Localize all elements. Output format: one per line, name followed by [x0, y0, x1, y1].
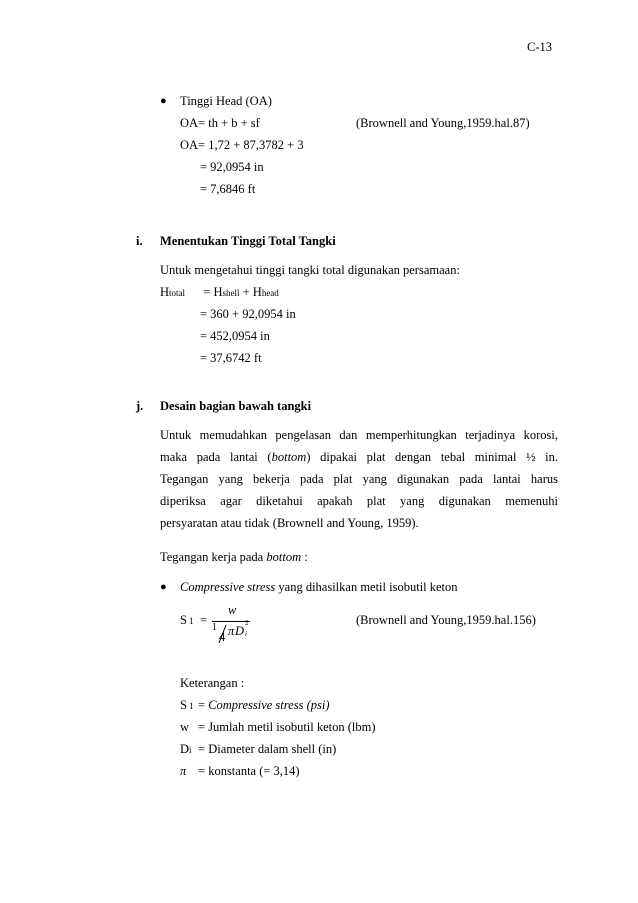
section-i-substitution: = 360 + 92,0954 in: [200, 307, 296, 321]
s1-symbol: S 1: [180, 613, 194, 627]
s1-equals: =: [200, 613, 208, 627]
keterangan-desc: = Jumlah metil isobutil keton (lbm): [198, 720, 376, 734]
paragraph-line: persyaratan atau tidak (Brownell and Young, 1959).: [160, 516, 419, 530]
bullet-icon: ●: [160, 581, 167, 593]
paragraph-line: maka pada lantai (bottom) dipakai plat dengan tebal minimal ½ in.: [160, 450, 558, 464]
reference-oa: (Brownell and Young,1959.hal.87): [356, 116, 530, 130]
keterangan-item: Di: [180, 742, 192, 756]
h-shell-eq: = H: [203, 285, 223, 299]
stress-intro: Tegangan kerja pada bottom :: [160, 550, 308, 564]
keterangan-desc: = Compressive stress (psi): [198, 698, 330, 712]
result-oa-in: = 92,0954 in: [200, 160, 264, 174]
paragraph-line: Tegangan yang bekerja pada plat yang digunakan pada lantai harus: [160, 472, 558, 486]
section-j-paragraph: [160, 424, 558, 534]
formula-oa: OA= th + b + sf: [180, 116, 260, 130]
bullet-title-oa: Tinggi Head (OA): [180, 94, 272, 108]
h-total-symbol: H: [160, 285, 170, 299]
section-i-label: i.: [136, 234, 143, 248]
paragraph-line: Untuk memudahkan pengelasan dan memperhitungkan terjadinya korosi,: [160, 428, 558, 442]
result-oa-ft: = 7,6846 ft: [200, 182, 256, 196]
h-total-sub: total: [169, 288, 186, 298]
section-j-title: Desain bagian bawah tangki: [160, 399, 312, 413]
keterangan-item: w: [180, 720, 190, 734]
substitution-oa: OA= 1,72 + 87,3782 + 3: [180, 138, 304, 152]
h-head-plus: + H: [242, 285, 262, 299]
paragraph-line: diperiksa agar diketahui apakah plat yang digunakan memenuhi: [160, 494, 558, 508]
bullet-icon: ●: [160, 95, 167, 107]
section-j-label: j.: [136, 399, 144, 413]
fraction-d: D: [235, 624, 245, 638]
fraction-d-sup: 2: [245, 619, 249, 627]
fraction-one: 1: [212, 622, 217, 633]
fraction-four: 4: [219, 630, 226, 644]
reference-s1: (Brownell and Young,1959.hal.156): [356, 613, 536, 627]
compressive-stress-bullet: Compressive stress yang dihasilkan metil isobutil keton: [180, 580, 458, 594]
fraction-numerator: w: [228, 603, 237, 617]
keterangan-item: π: [180, 764, 187, 778]
fraction-d-sub: i: [245, 630, 247, 638]
h-total-equation: [160, 285, 279, 300]
keterangan-item: S 1: [180, 698, 194, 712]
h-shell-sub: shell: [222, 288, 240, 298]
h-head-sub: head: [261, 288, 279, 298]
keterangan-title: Keterangan :: [180, 676, 245, 690]
keterangan-desc: = konstanta (= 3,14): [198, 764, 300, 778]
section-i-result-ft: = 37,6742 ft: [200, 351, 262, 365]
fraction-pi: π: [228, 624, 235, 638]
section-i-result-in: = 452,0954 in: [200, 329, 270, 343]
keterangan-desc: = Diameter dalam shell (in): [198, 742, 337, 756]
section-i-intro: Untuk mengetahui tinggi tangki total digunakan persamaan:: [160, 263, 460, 277]
page-number: C-13: [527, 40, 552, 54]
section-i-title: Menentukan Tinggi Total Tangki: [160, 234, 336, 248]
